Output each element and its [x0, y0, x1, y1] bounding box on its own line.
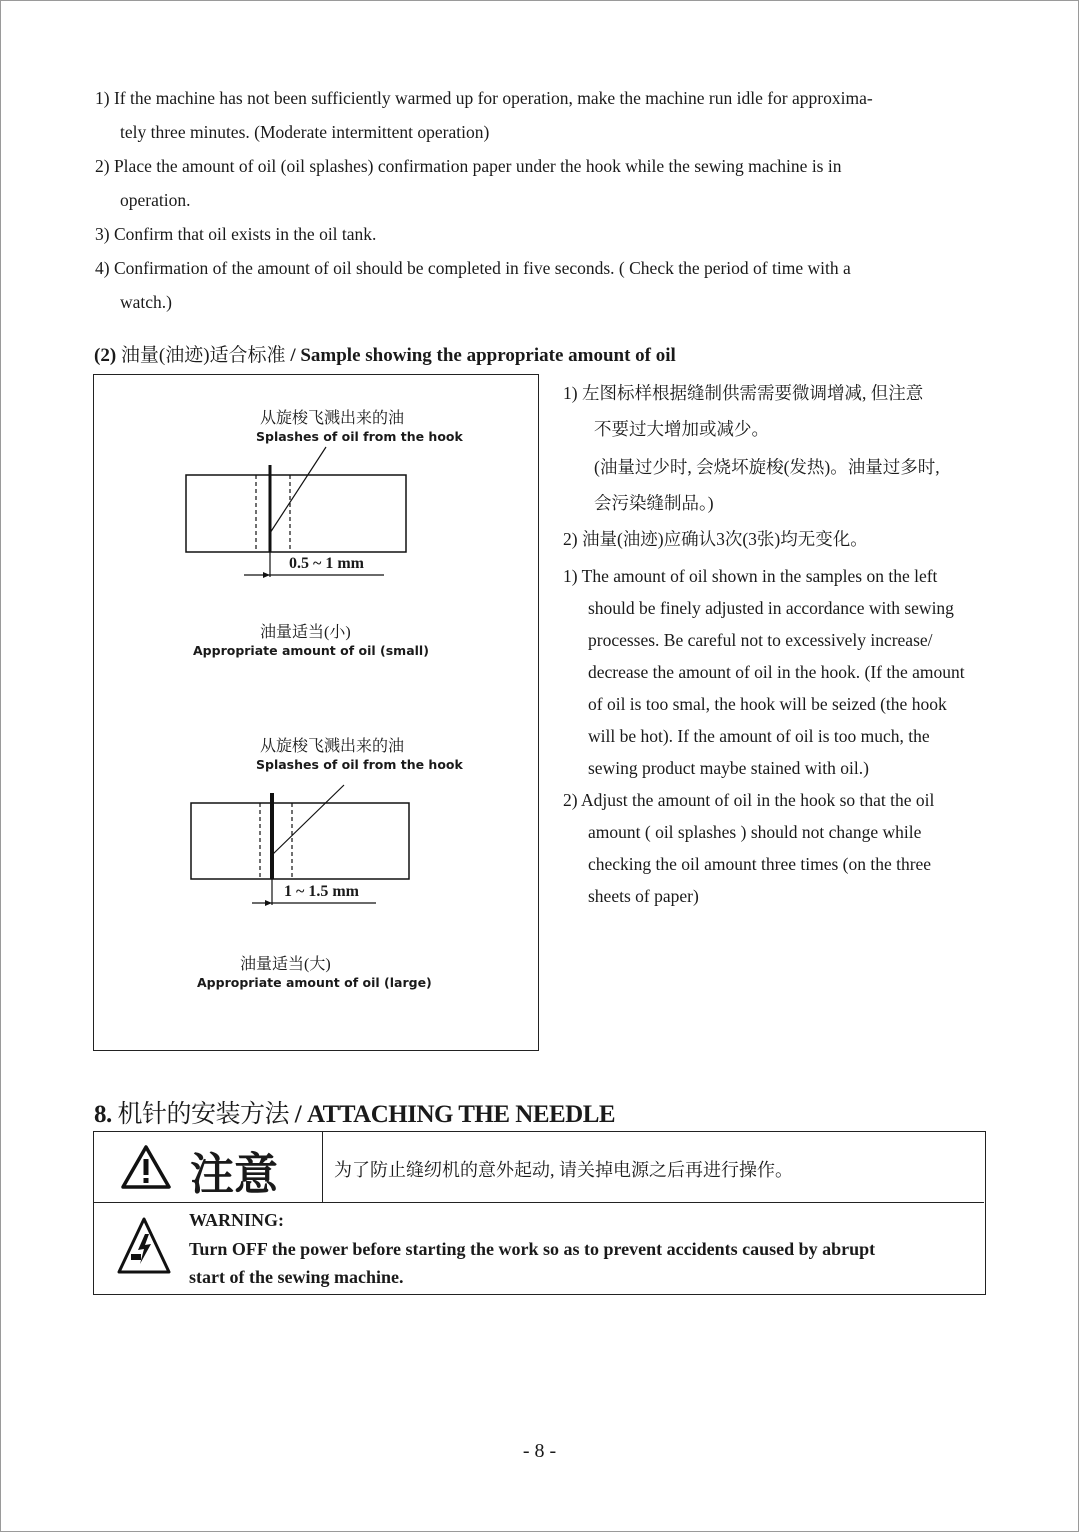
step-line: 1) If the machine has not been sufficiently warmed up for operation, make the machine run idle for approxima-: [95, 88, 873, 108]
caution-divider: [322, 1132, 323, 1202]
caption-large-zh: 油量适当(大): [240, 956, 331, 973]
oil-sample-figure: [93, 374, 539, 1051]
note-en-line: sewing product maybe stained with oil.): [588, 758, 869, 778]
note-en-line: 2) Adjust the amount of oil in the hook so that the oil: [563, 790, 935, 810]
section-title-en: / Sample showing the appropriate amount of oil: [290, 345, 676, 366]
note-en-line: processes. Be careful not to excessively increase/: [588, 630, 933, 650]
note-zh-line: 会污染缝制品。): [594, 493, 714, 513]
section-title-zh: 油量(油迹)适合标准: [120, 345, 286, 366]
warning-text-line: start of the sewing machine.: [189, 1267, 404, 1287]
step-line: 4) Confirmation of the amount of oil should be completed in five seconds. ( Check the period of time with a: [95, 258, 851, 278]
dimension-label-small: 0.5 ~ 1 mm: [289, 555, 364, 572]
caution-title: 注意: [190, 1150, 278, 1199]
note-zh-line: 不要过大增加或减少。: [594, 419, 769, 439]
electric-shock-warning-icon: [116, 1216, 172, 1276]
step-line: watch.): [120, 292, 172, 312]
dimension-label-large: 1 ~ 1.5 mm: [284, 883, 359, 900]
section-title-en: / ATTACHING THE NEEDLE: [294, 1101, 616, 1128]
note-en-line: should be finely adjusted in accordance with sewing: [588, 598, 954, 618]
note-en-line: sheets of paper): [588, 886, 699, 906]
note-en-line: 1) The amount of oil shown in the samples on the left: [563, 566, 938, 586]
note-en-line: checking the oil amount three times (on the three: [588, 854, 932, 874]
caution-box: [93, 1131, 986, 1295]
section-heading-attaching-needle: [94, 1094, 615, 1130]
warning-label: WARNING:: [189, 1210, 285, 1230]
caption-small-en: Appropriate amount of oil (small): [193, 643, 429, 658]
section-title-zh: 机针的安装方法: [117, 1101, 290, 1128]
warning-triangle-icon: [120, 1144, 172, 1190]
note-en-line: will be hot). If the amount of oil is too much, the: [588, 726, 930, 746]
page-number: - 8 -: [522, 1440, 557, 1462]
note-en-line: decrease the amount of oil in the hook. (If the amount: [588, 662, 965, 682]
section-number: (2): [94, 345, 117, 366]
note-en-line: of oil is too smal, the hook will be seized (the hook: [588, 694, 947, 714]
caution-text-zh: 为了防止缝纫机的意外起动, 请关掉电源之后再进行操作。: [334, 1160, 793, 1180]
step-line: tely three minutes. (Moderate intermittent operation): [120, 122, 490, 142]
note-zh-line: 1) 左图标样根据缝制供需需要微调增减, 但注意: [563, 383, 924, 403]
step-line: 3) Confirm that oil exists in the oil tank.: [95, 224, 377, 244]
caption-large-en: Appropriate amount of oil (large): [197, 975, 432, 990]
section-number: 8.: [94, 1101, 112, 1128]
step-line: 2) Place the amount of oil (oil splashes) confirmation paper under the hook while the sewing machine is in: [95, 156, 842, 176]
step-line: operation.: [120, 190, 191, 210]
note-en-line: amount ( oil splashes ) should not change while: [588, 822, 922, 842]
note-zh-line: 2) 油量(油迹)应确认3次(3张)均无变化。: [563, 529, 868, 549]
splash-label-en: Splashes of oil from the hook: [256, 429, 463, 444]
warning-text-line: Turn OFF the power before starting the work so as to prevent accidents caused by abrupt: [189, 1239, 876, 1259]
caption-small-zh: 油量适当(小): [260, 624, 351, 641]
splash-label-en: Splashes of oil from the hook: [256, 757, 463, 772]
section-heading-oil-sample: [94, 340, 676, 367]
caution-divider: [94, 1202, 984, 1203]
splash-label-zh: 从旋梭飞溅出来的油: [260, 738, 405, 755]
note-zh-line: (油量过少时, 会烧坏旋梭(发热)。油量过多时,: [594, 457, 940, 477]
splash-label-zh: 从旋梭飞溅出来的油: [260, 410, 405, 427]
